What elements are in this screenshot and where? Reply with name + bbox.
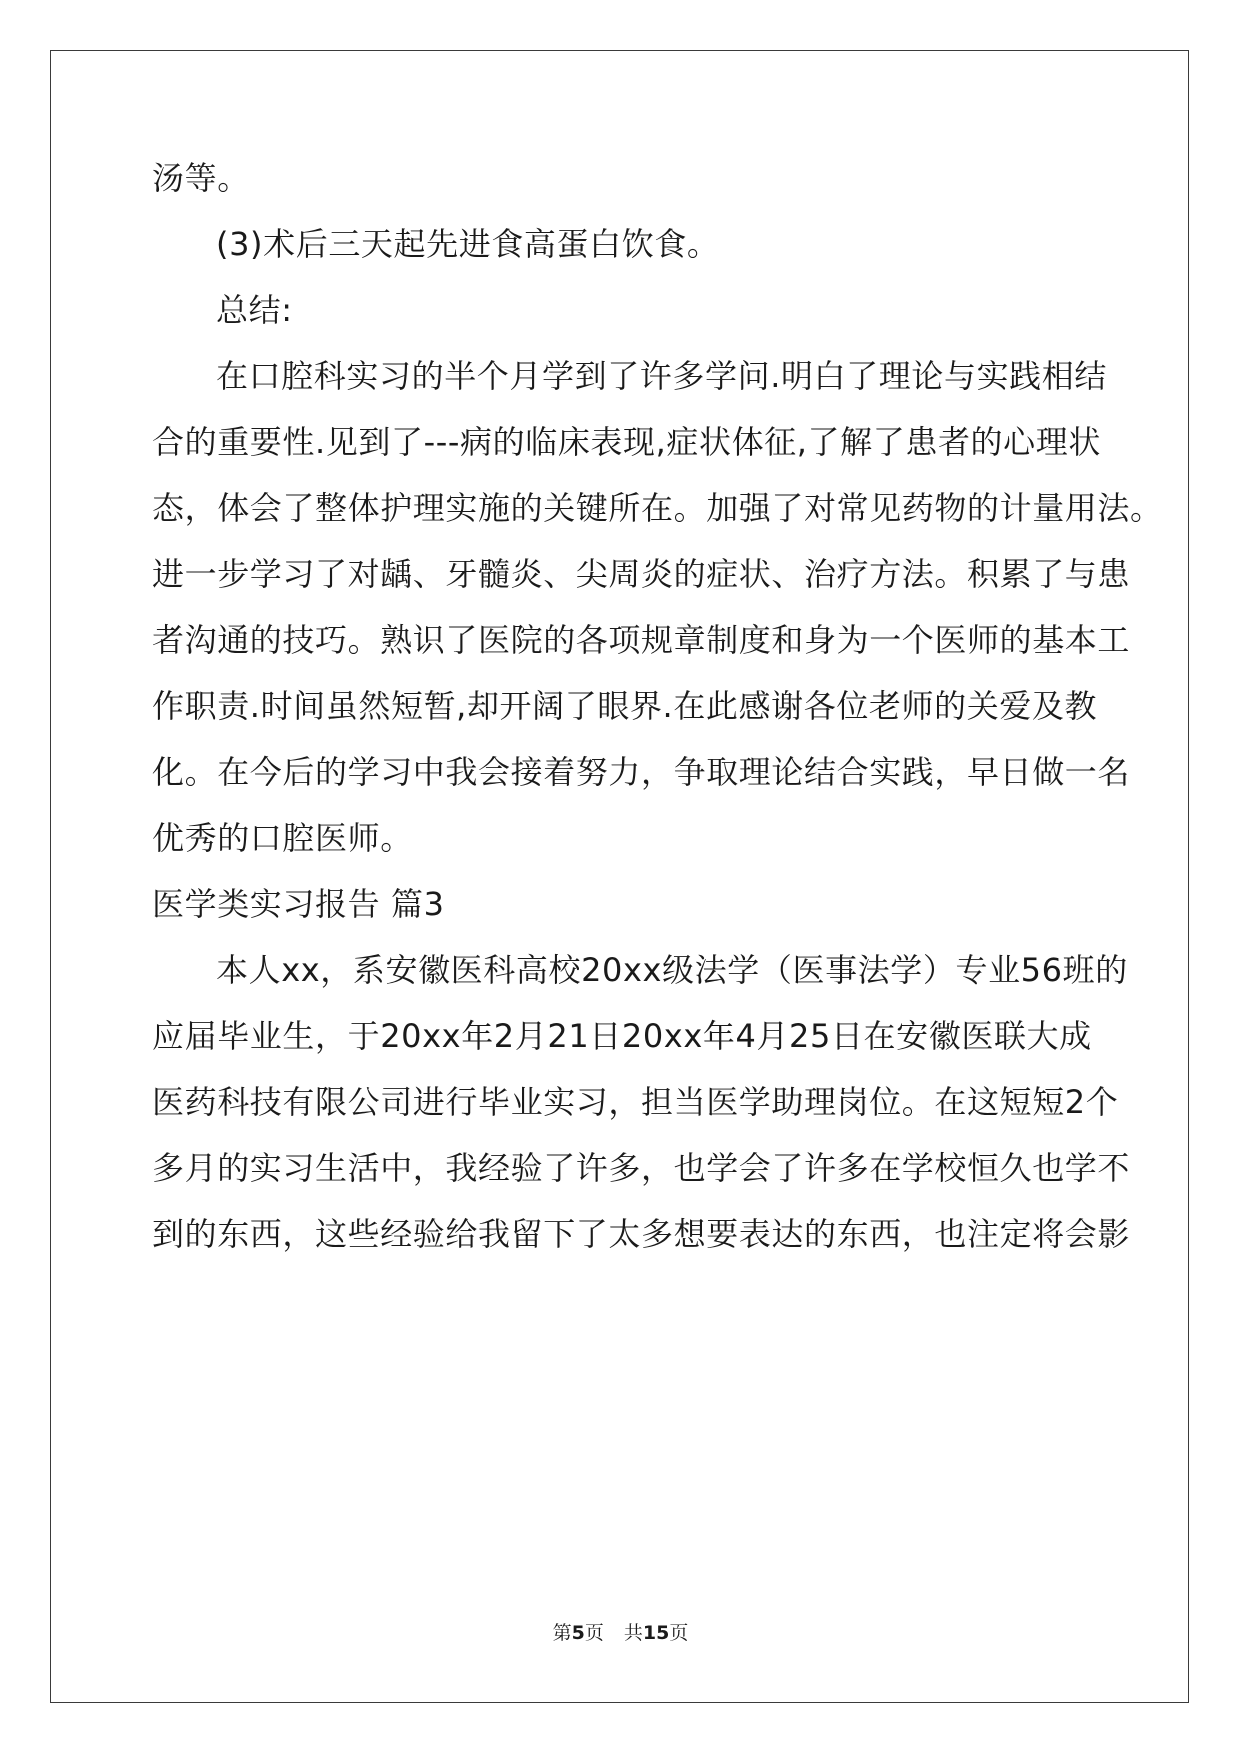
text-line-1: 汤等。 (152, 159, 250, 197)
text-line-11: 优秀的口腔医师。 (152, 819, 413, 857)
text-line-5: 合的重要性.见到了---病的临床表现,症状体征,了解了患者的心理状 (152, 423, 1101, 461)
text-line-9: 作职责.时间虽然短暂,却开阔了眼界.在此感谢各位老师的关爱及教 (152, 687, 1098, 725)
footer-total-number: 15 (642, 1622, 670, 1644)
footer-page-suffix: 页 (584, 1622, 604, 1644)
text-line-4: 在口腔科实习的半个月学到了许多学问.明白了理论与实践相结 (216, 357, 1107, 395)
section-heading: 医学类实习报告 篇3 (152, 885, 445, 923)
text-line-10: 化。在今后的学习中我会接着努力，争取理论结合实践，早日做一名 (152, 753, 1131, 791)
section-label-summary: 总结: (216, 291, 293, 329)
page-footer (0, 1622, 1241, 1644)
footer-total-suffix: 页 (669, 1622, 689, 1644)
text-line-16: 多月的实习生活中，我经验了许多，也学会了许多在学校恒久也学不 (152, 1149, 1131, 1187)
text-line-2: (3)术后三天起先进食高蛋白饮食。 (216, 225, 720, 263)
footer-page-number: 5 (571, 1622, 585, 1644)
text-line-15: 医药科技有限公司进行毕业实习，担当医学助理岗位。在这短短2个 (152, 1083, 1119, 1121)
text-line-17: 到的东西，这些经验给我留下了太多想要表达的东西，也注定将会影 (152, 1215, 1131, 1253)
footer-total-prefix: 共 (623, 1622, 643, 1644)
text-line-13: 本人xx，系安徽医科高校20xx级法学（医事法学）专业56班的 (216, 951, 1128, 989)
text-line-6: 态，体会了整体护理实施的关键所在。加强了对常见药物的计量用法。 (152, 489, 1163, 527)
text-line-8: 者沟通的技巧。熟识了医院的各项规章制度和身为一个医师的基本工 (152, 621, 1131, 659)
text-line-14: 应届毕业生，于20xx年2月21日20xx年4月25日在安徽医联大成 (152, 1017, 1092, 1055)
text-line-7: 进一步学习了对龋、牙髓炎、尖周炎的症状、治疗方法。积累了与患 (152, 555, 1131, 593)
footer-page-prefix: 第 (552, 1622, 572, 1644)
